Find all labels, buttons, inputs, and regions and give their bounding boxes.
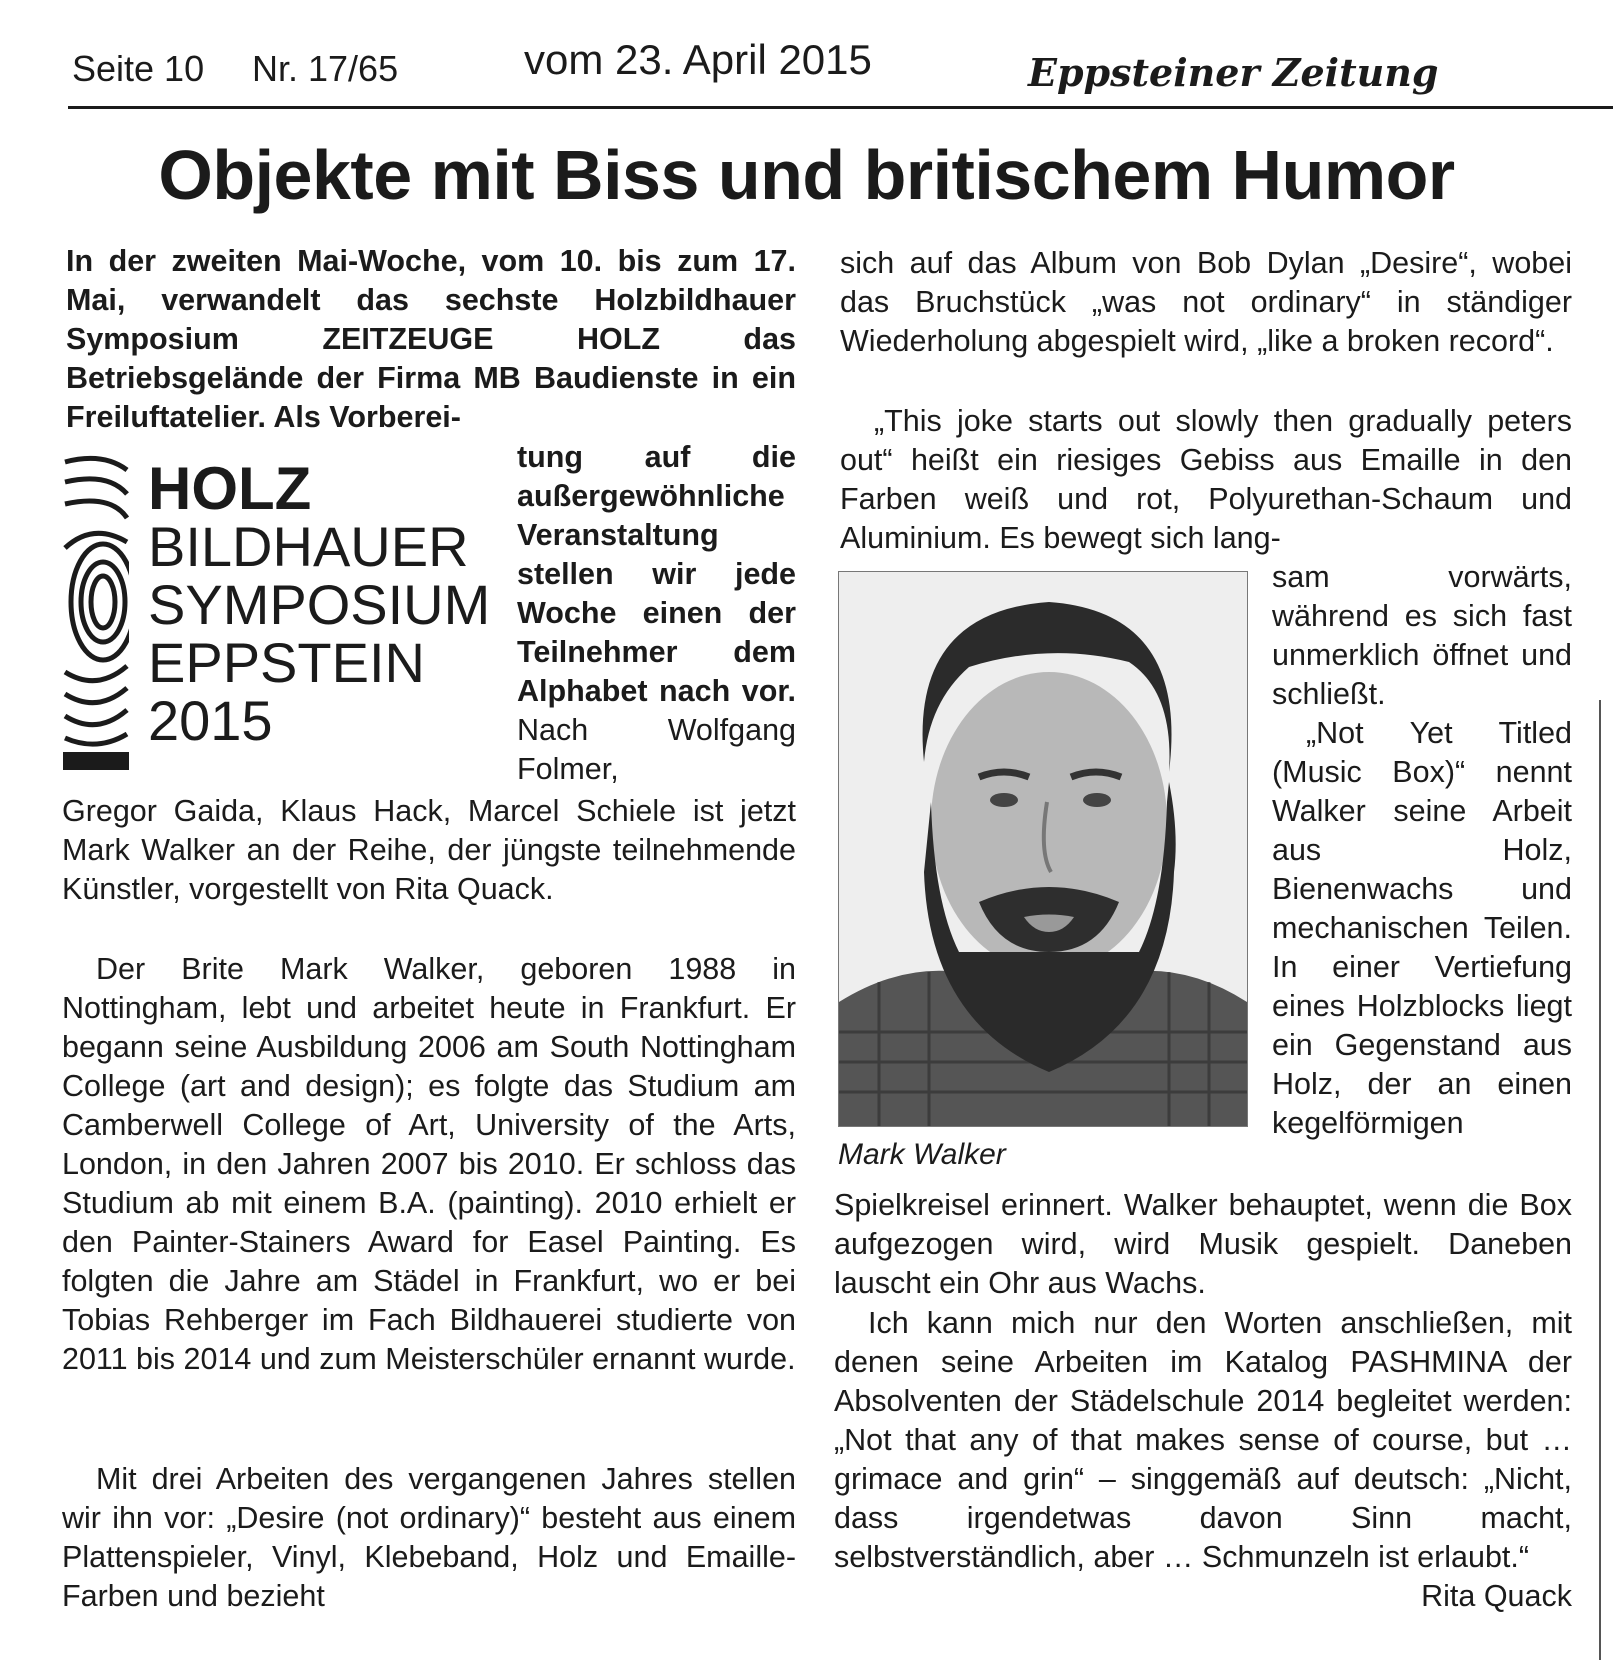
issue-number: Nr. 17/65 <box>252 48 399 89</box>
header-rule <box>68 106 1613 109</box>
body-paragraph-works-intro: Mit drei Arbeiten des vergangenen Jahres stellen wir ihn vor: „Desire (not ordinary)“ besteht aus einem Plattenspieler, Vinyl, Klebeband, Holz und Emaille-Farben und bezieht <box>62 1462 796 1613</box>
photo-caption: Mark Walker <box>838 1138 1006 1171</box>
logo-line-eppstein: EPPSTEIN <box>148 631 425 694</box>
body-paragraph-music-box-tail: Spielkreisel erinnert. Walker behauptet, wenn die Box aufgezogen wird, wird Musik gespielt. Daneben lauscht ein Ohr aus Wachs. <box>834 1188 1572 1300</box>
newspaper-name: Eppsteiner Zeitung <box>1028 50 1439 95</box>
body-paragraph-music-box: „Not Yet Titled (Music Box)“ nennt Walker seine Arbeit aus Holz, Bienenwachs und mechanischen Teilen. In einer Vertiefung eines Holzblocks liegt ein Gegenstand aus Holz, der an einen kegelförmigen <box>1272 716 1572 1140</box>
logo-line-symposium: SYMPOSIUM <box>148 573 491 636</box>
closing-text: Ich kann mich nur den Worten anschließen, mit denen seine Arbeiten im Katalog PASHMINA der Absolventen der Städelschule 2014 begleitet werden: „Not that any of that makes sense of course, but … grimace and grin“ – singgemäß auf deutsch: „Nicht, dass irgendetwas davon Sinn macht, selbstverständlich, aber … Schmunzeln ist erlaubt.“ <box>834 1306 1572 1574</box>
adjacent-column-edge <box>1599 700 1613 1660</box>
logo-line-bildhauer: BILDHAUER <box>148 515 469 578</box>
body-paragraph-closing <box>834 1304 1572 1616</box>
lead-paragraph-top: In der zweiten Mai-Woche, vom 10. bis zum 17. Mai, verwandelt das sechste Holzbildhauer Symposium ZEITZEUGE HOLZ das Betriebsgelände der Firma MB Baudienste in ein Freiluftatelier. Als Vorberei- <box>66 244 796 434</box>
headline: Objekte mit Biss und britischem Humor <box>158 136 1455 214</box>
author-signature: Rita Quack <box>1421 1579 1572 1613</box>
body-paragraph-joke: „This joke starts out slowly then gradually peters out“ heißt ein riesiges Gebiss aus Emaille in den Farben weiß und rot, Polyurethan-Schaum und Aluminium. Es bewegt sich lang- <box>840 404 1572 555</box>
issue-date: vom 23. April 2015 <box>524 36 872 83</box>
lead-side-bold: tung auf die außergewöhnliche Veranstaltung stellen wir jede Woche einen der Teilnehmer dem Alphabet nach vor. <box>517 440 796 708</box>
page-number: Seite 10 <box>72 48 205 89</box>
lead-paragraph-tail: Gregor Gaida, Klaus Hack, Marcel Schiele ist jetzt Mark Walker an der Reihe, der jüngste teilnehmende Künstler, vorgestellt von Rita Quack. <box>62 794 796 906</box>
fingerprint-graphic <box>63 452 129 770</box>
logo-line-year: 2015 <box>148 689 273 752</box>
logo-line-holz: HOLZ <box>148 455 312 522</box>
body-paragraph-joke-tail: sam vorwärts, während es sich fast unmerklich öffnet und schließt. <box>1272 560 1572 711</box>
body-paragraph-biography: Der Brite Mark Walker, geboren 1988 in Nottingham, lebt und arbeitet heute in Frankfurt. Er begann seine Ausbildung 2006 am South Nottingham College (art and design); es folgte das Studium am Camberwell College of Art, University of the Arts, London, in den Jahren 2007 bis 2010. Er schloss das Studium ab mit einem B.A. (painting). 2010 erhielt er den Painter-Stainers Award for Easel Painting. Es folgten die Jahre am Städel in Frankfurt, wo er bei Tobias Rehberger im Fach Bildhauerei studierte von 2011 bis 2014 und zum Meisterschüler ernannt wurde. <box>62 952 796 1376</box>
lead-paragraph-side <box>517 438 796 789</box>
artist-photo <box>838 571 1248 1127</box>
body-paragraph-desire: sich auf das Album von Bob Dylan „Desire“, wobei das Bruchstück „was not ordinary“ in ständiger Wiederholung abgespielt wird, „like a broken record“. <box>840 246 1572 358</box>
lead-side-plain: Nach Wolfgang Folmer, <box>517 713 796 786</box>
